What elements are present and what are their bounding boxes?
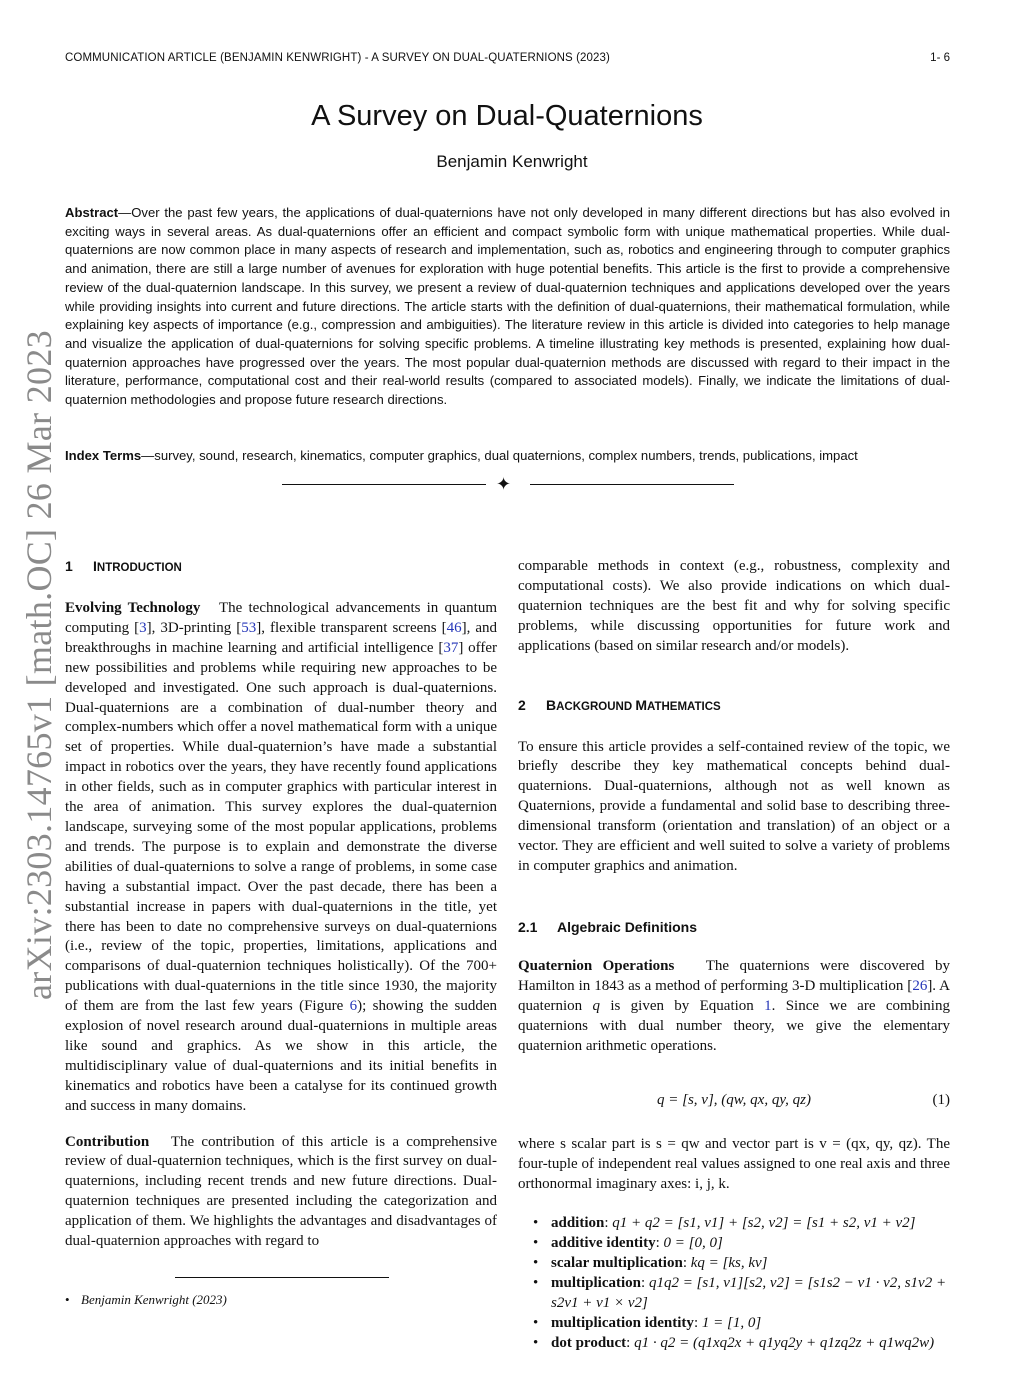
runin-evolving-technology: Evolving Technology [65,600,201,616]
right-column [518,557,950,1353]
quaternion-operations-paragraph: Quaternion Operations The quaternions were discovered by Hamilton in 1843 as a method of performing 3-D multiplication [26]. A quaternion q is given by Equation 1. Since we are combining quaternions with dual number theory, we give the elementary quaternion arithmetic operations. [518,957,951,1054]
arxiv-sidebar-stamp: arXiv:2303.14765v1 [math.OC] 26 Mar 2023 [19,330,59,1000]
quaternion-operations-list [518,1214,950,1353]
paper-author: Benjamin Kenwright [436,152,588,171]
index-terms [65,447,955,465]
citation-link[interactable]: 3 [139,619,147,636]
divider-line-right [530,484,734,485]
runin-quaternion-operations: Quaternion Operations [518,957,675,974]
paper-title: A Survey on Dual-Quaternions [311,100,703,132]
contribution-paragraph: Contribution The contribution of this article is a comprehensive review of dual-quaternion techniques, which is the first survey on dual-quaternions, including recent trends and new future directions. Dual-quaternion techniques are presented including the categorization and application of them. We highlights the advantages and disadvantages of dual-quaternion approaches with regard to [65,1133,497,1250]
page-number: 1- 6 [930,52,950,64]
running-header: COMMUNICATION ARTICLE (BENJAMIN KENWRIGHT) - A SURVEY ON DUAL-QUATERNIONS (2023) [65,52,610,64]
footnote: • Benjamin Kenwright (2023) [65,1292,227,1307]
left-column [65,556,497,1252]
equation-1-body: q = [s, v], (qw, qx, qy, qz) [657,1092,811,1109]
evolving-technology-paragraph: Evolving Technology The technological advancements in quantum computing [3], 3D-printing [53], flexible transparent screens [46], and breakthroughs in machine learning and artificial intelligence [37] offer new possibilities and problems while requiring new approaches to be developed and investigated. One such approach is dual-quaternions. Dual-quaternions are a combination of dual-number theory and complex-numbers which offer a novel mathematical form with a unique set of properties. While dual-quaternion’s have made a substantial impact in robotics over the years, they have recently found applications in other fields, such as in computer graphics with particular interest in the area of animation. This survey explores the dual-quaternion landscape, surveying some of the most popular applications, problems and trends. The purpose is to explain and demonstrate the diverse abilities of dual-quaternions to solve a range of problems, in some case having a substantial impact. Over the past decade, there has been a substantial increase in papers with dual-quaternions in the title, yet there has been to date no comprehensive surveys on dual-quaternions (i.e., review of the topic, properties, limitations, applications and comparisons of dual-quaternion techniques holistically). Of the 700+ publications with dual-quaternions in the title since 1930, the majority of them are from the last few years (Figure 6); showing the sudden explosion of novel research around dual-quaternions in multiple areas like sound and graphics. As we show in this article, the multidisciplinary value of dual-quaternions and its initial benefits in kinematics and robotics have been a catalyse for its continued growth and success in many domains. [65,600,497,1114]
list-item: • scalar multiplication: kq = [ks, kv] [518,1254,950,1274]
citation-link[interactable]: 46 [446,619,462,636]
abstract-label: Abstract [65,205,119,220]
citation-link[interactable]: 26 [912,977,928,994]
section-2-heading: 2 BACKGROUND MATHEMATICS [518,696,721,713]
contribution-paragraph-continued: comparable methods in context (e.g., robustness, complexity and computational costs). We also provide indications on which dual-quaternion techniques are the best fit and why for solving specific problems, while discussing opportunities for future work and applications (based on similar research and/or models). [518,558,950,654]
abstract-text: —Over the past few years, the applications of dual-quaternions have not only developed in many different directions but has also evolved in exciting ways in several areas. As dual-quaternions offer an efficient and compact symbolic form with unique mathematical properties. While dual-quaternions are now common place in many aspects of research and implementation, such as, robotics and engineering through to computer graphics and animation, there are still a large number of avenues for exploration with huge potential benefits. This article is the first to provide a comprehensive review of the dual-quaternion landscape. In this survey, we present a review of dual-quaternion techniques and applications developed over the years while providing insights into current and future directions. The article starts with the definition of dual-quaternions, their mathematical formulation, while explaining key aspects of importance (e.g., compression and ambiguities). The literature review in this article is divided into categories to help manage and visualize the application of dual-quaternions for solving specific problems. A timeline illustrating key methods is presented, explaining how dual-quaternion approaches have progressed over the years. The most popular dual-quaternion methods are discussed with regard to their impact in the literature, performance, computational cost and their real-world results (compared to associated models). Finally, we indicate the limitations of dual-quaternion methodologies and propose future research directions. [65,205,950,408]
figure-link[interactable]: 6 [349,998,358,1015]
section-divider [282,475,734,495]
index-terms-text: —survey, sound, research, kinematics, computer graphics, dual quaternions, complex numbers, trends, publications, impact [141,448,858,463]
divider-diamond-icon: ✦ [496,474,512,494]
divider-line-left [282,484,486,485]
section-1-heading: 1 INTRODUCTION [65,558,182,574]
equation-1-number: (1) [932,1092,950,1109]
equation-1 [518,1091,950,1111]
index-terms-label: Index Terms [65,448,142,463]
list-item: • multiplication: q1q2 = [s1, v1][s2, v2] = [s1s2 − v1 · v2, s1v2 + s2v1 + v1 × v2] [518,1274,950,1314]
list-item: • dot product: q1 · q2 = (q1xq2x + q1yq2y + q1zq2z + q1wq2w) [518,1334,950,1354]
list-item: • multiplication identity: 1 = [1, 0] [518,1314,950,1334]
citation-link[interactable]: 37 [443,639,459,656]
quaternion-definition-paragraph: where s scalar part is s = qw and vector part is v = (qx, qy, qz). The four-tuple of independent real values assigned to one real axis and three orthonormal imaginary axes: i, j, k. [518,1136,950,1193]
section-2-1-heading: 2.1 Algebraic Definitions [518,918,698,935]
list-item: • addition: q1 + q2 = [s1, v1] + [s2, v2] = [s1 + s2, v1 + v2] [518,1214,950,1234]
background-paragraph: To ensure this article provides a self-contained review of the topic, we briefly describe they key mathematical concepts behind dual-quaternions. Dual-quaternions, although not as well known as Quaternions, provide a fundamental and solid base to describing three-dimensional transform (orientation and translation) of an object or a vector. They are efficient and well suited to solve a variety of problems in computer graphics and animation. [518,738,950,874]
list-item: • additive identity: 0 = [0, 0] [518,1234,950,1254]
runin-contribution: Contribution [65,1133,150,1150]
equation-link[interactable]: 1 [764,997,772,1014]
citation-link[interactable]: 53 [241,619,257,636]
footnote-rule [175,1277,389,1278]
abstract [65,204,950,410]
